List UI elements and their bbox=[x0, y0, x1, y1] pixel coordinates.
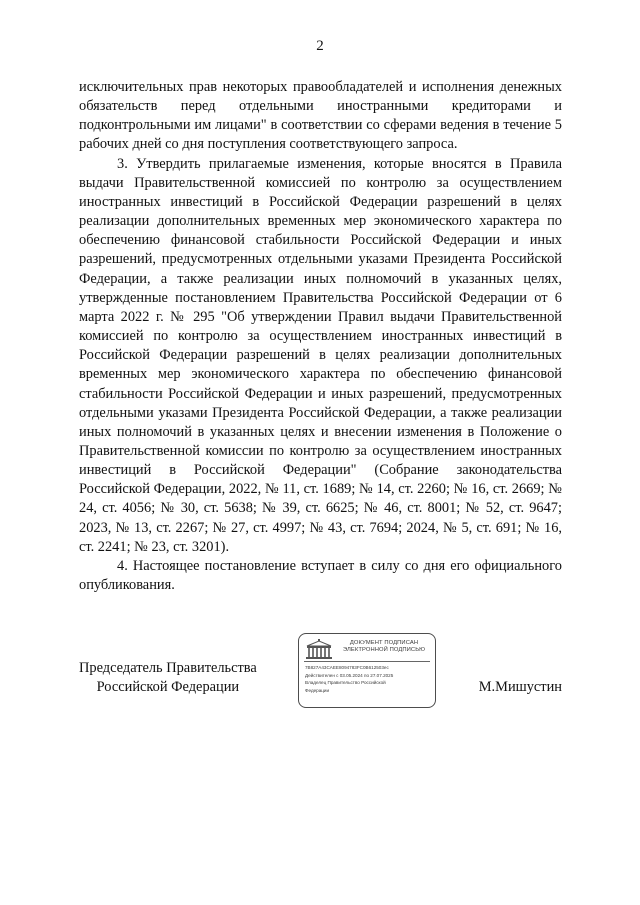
signatory-title-line-2: Российской Федерации bbox=[96, 679, 240, 695]
government-building-icon bbox=[304, 639, 334, 661]
stamp-serial: 7B827A43CAEE8094783FC0B612503ec bbox=[305, 665, 389, 670]
stamp-title-line-1: ДОКУМЕНТ ПОДПИСАН bbox=[349, 640, 419, 646]
signatory-title-line-1: Председатель Правительства bbox=[79, 660, 257, 676]
stamp-owner-line-1: Владелец Правительство Российской bbox=[305, 680, 386, 685]
paragraph-continuation: исключительных прав некоторых правообладателей и исполнения денежных обязательств перед отдельными иностранными кредиторами и подконтрольными им лицами" в соответствии со сферами ведения в течение 5 рабочих дней со дня поступления соответствующего запроса. bbox=[79, 79, 562, 153]
stamp-title bbox=[337, 640, 431, 654]
stamp-title-line-2: ЭЛЕКТРОННОЙ ПОДПИСЬЮ bbox=[342, 647, 426, 653]
stamp-owner-line-2: Федерации bbox=[305, 687, 330, 693]
signatory-title bbox=[79, 659, 257, 697]
signature-block bbox=[79, 659, 562, 709]
signatory-name: М.Мишустин bbox=[478, 679, 562, 695]
document-body bbox=[79, 78, 562, 595]
paragraph-item-4: 4. Настоящее постановление вступает в силу со дня его официального опубликования. bbox=[79, 557, 562, 594]
paragraph-item-3: 3. Утвердить прилагаемые изменения, которые вносятся в Правила выдачи Правительственной комиссией по контролю за осуществлением иностранных инвестиций в Российской Федерации разрешений в целях реализации дополнительных временных мер экономического характера по обеспечению финансовой стабильности Российской Федерации и иных разрешений, предусмотренных отдельными указами Президента Российской Федерации, а также реализации иных полномочий в указанных целях, утвержденные постановлением Правительства Российской Федерации от 6 марта 2022 г. № 295 "Об утверждении Правил выдачи Правительственной комиссией по контролю за осуществлением иностранных инвестиций в Российской Федерации разрешений в целях реализации дополнительных временных мер экономического характера по обеспечению финансовой стабильности Российской Федерации и иных разрешений, предусмотренных отдельными указами Президента Российской Федерации, а также реализации иных полномочий в указанных целях и внесении изменения в Положение о Правительственной комиссии по контролю за осуществлением иностранных инвестиций в Российской Федерации" (Собрание законодательства Российской Федерации, 2022, № 11, ст. 1689; № 14, ст. 2260; № 16, ст. 2669; № 24, ст. 4056; № 30, ст. 5638; № 39, ст. 6625; № 46, ст. 8001; № 52, ст. 9647; 2023, № 13, ст. 2267; № 27, ст. 4997; № 43, ст. 7694; 2024, № 5, ст. 691; № 16, ст. 2241; № 23, ст. 3201). bbox=[79, 155, 562, 555]
page-number: 2 bbox=[316, 38, 324, 54]
stamp-validity: Действителен с 03.05.2024 по 27.07.2025 bbox=[305, 672, 394, 678]
